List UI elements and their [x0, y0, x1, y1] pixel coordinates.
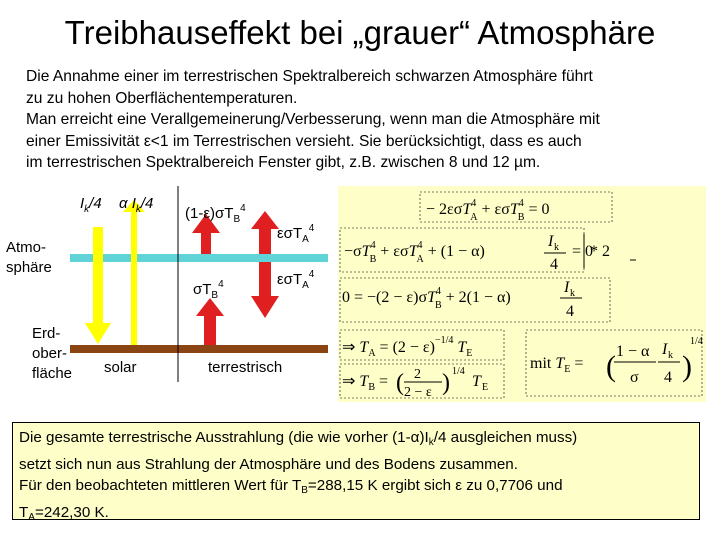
atm-top-emit-label: εσT$_A^4$ — [277, 223, 315, 245]
svg-text:4: 4 — [566, 303, 574, 320]
svg-text:I: I — [564, 279, 570, 296]
atmosphere-label: Atmo- — [6, 239, 47, 256]
svg-text:⇒ TA = (2 − ε)−1/4 TE: ⇒ $T_A = (2 - \varepsilon)^{-1/4}$ $T_E$ — [342, 335, 473, 359]
svg-text:1/4: 1/4 — [690, 336, 703, 347]
atmosphere-label: sphäre — [6, 259, 52, 276]
intro-line: einer Emissivität ε<1 im Terrestrischen versieht. Sie berücksichtigt, dass es auch — [26, 132, 582, 150]
equation-6 — [526, 330, 703, 396]
surface-emit-label: $\sigma T_B^4$ — [193, 279, 224, 301]
atm-bottom-emit-label: εσT$_A^4$ — [277, 269, 315, 291]
svg-text:σ: σ — [630, 369, 639, 386]
svg-text:I: I — [662, 341, 668, 358]
svg-text:k: k — [668, 350, 673, 361]
atm-up-label: $(1-\varepsilon)\sigma T_B^4$ — [185, 203, 246, 225]
atm-top-emit-arrow — [251, 211, 279, 254]
intro-line: Die Annahme einer im terrestrischen Spektralbereich schwarzen Atmosphäre führt — [26, 68, 593, 85]
svg-text:1/4: 1/4 — [452, 366, 465, 377]
formula-box — [338, 186, 706, 402]
intro-line: zu zu hohen Oberflächentemperaturen. — [26, 89, 298, 107]
solar-label: solar — [104, 359, 137, 376]
svg-text:* 2: * 2 — [590, 243, 610, 260]
svg-text:1 − α: 1 − α — [616, 343, 650, 360]
intro-line: im terrestrischen Spektralbereich Fenster gibt, z.B. zwischen 8 und 12 µm. — [26, 154, 541, 171]
svg-text:(: ( — [606, 350, 616, 383]
svg-text:0 = −(2 − ε)σT4B + 2(1 − α): $0 = -(2 - \varepsilon)\sigma T^4$ B + 2(1 − α) — [342, 286, 511, 311]
atmosphere-line — [70, 254, 328, 262]
svg-text:− 2εσT4A + εσT4B = 0: − 2εσT$^4$ A + εσT$^4$ B = 0 — [426, 198, 550, 223]
summary-box — [12, 422, 700, 523]
summary-line: setzt sich nun aus Strahlung der Atmosphäre und des Bodens zusammen. — [19, 455, 518, 473]
svg-text:k: k — [554, 242, 559, 253]
surface-emit-arrow — [196, 298, 224, 345]
summary-line: Die gesamte terrestrische Ausstrahlung (die wie vorher $(1-\alpha)I_k/4$ ausgleichen muss) — [19, 429, 578, 448]
svg-text:): ) — [442, 370, 450, 396]
svg-text:4: 4 — [664, 369, 672, 386]
equation-1 — [420, 192, 612, 223]
svg-text:mit TE =: mit $T_E$ = — [530, 355, 584, 375]
page-title: Treibhauseffekt bei „grauer“ Atmosphäre — [64, 14, 656, 51]
solar-in-label: $I_k/4$ — [80, 195, 102, 215]
equation-4 — [340, 330, 504, 360]
atm-bottom-emit-arrow — [251, 262, 279, 318]
solar-reflect-label: α $I_k/4$ — [119, 195, 154, 215]
equation-2 — [340, 228, 636, 273]
svg-text:2: 2 — [414, 367, 421, 382]
svg-text:T: T — [472, 373, 481, 390]
solar-in-arrow — [85, 227, 111, 344]
equation-3 — [340, 278, 610, 322]
svg-text:4: 4 — [550, 256, 558, 273]
formula-svg — [338, 186, 706, 402]
surface-label: ober- — [32, 345, 68, 362]
svg-text:): ) — [682, 350, 692, 383]
svg-text:⇒ TB =: ⇒ $T_B$ = — [342, 373, 389, 393]
summary-line: Für den beobachteten mittleren Wert für $T_B=288,15$ K ergibt sich ε zu 0,7706 und — [19, 477, 563, 496]
svg-text:k: k — [570, 288, 575, 299]
svg-text:(: ( — [396, 370, 404, 396]
surface-label: fläche — [32, 365, 73, 382]
summary-line: $T_A=242,30$ K. — [19, 503, 109, 523]
solar-reflect-arrow — [123, 200, 145, 345]
surface-label: Erd- — [32, 325, 61, 342]
svg-text:E: E — [482, 382, 489, 393]
surface-line — [70, 345, 328, 353]
equation-5 — [340, 364, 504, 400]
svg-text:2 − ε: 2 − ε — [404, 385, 432, 400]
terrestrial-label: terrestrisch — [208, 359, 283, 376]
svg-text:I: I — [548, 233, 554, 250]
intro-line: Man erreicht eine Verallgemeinerung/Verbesserung, wenn man die Atmosphäre mit — [26, 111, 600, 128]
svg-text:= 0: = 0 — [572, 243, 594, 260]
svg-text:−σT4B + εσT4A + (1 − α): $-\sigma T^4$ B + εσT$^4$ A + (1 − α) — [344, 240, 485, 265]
